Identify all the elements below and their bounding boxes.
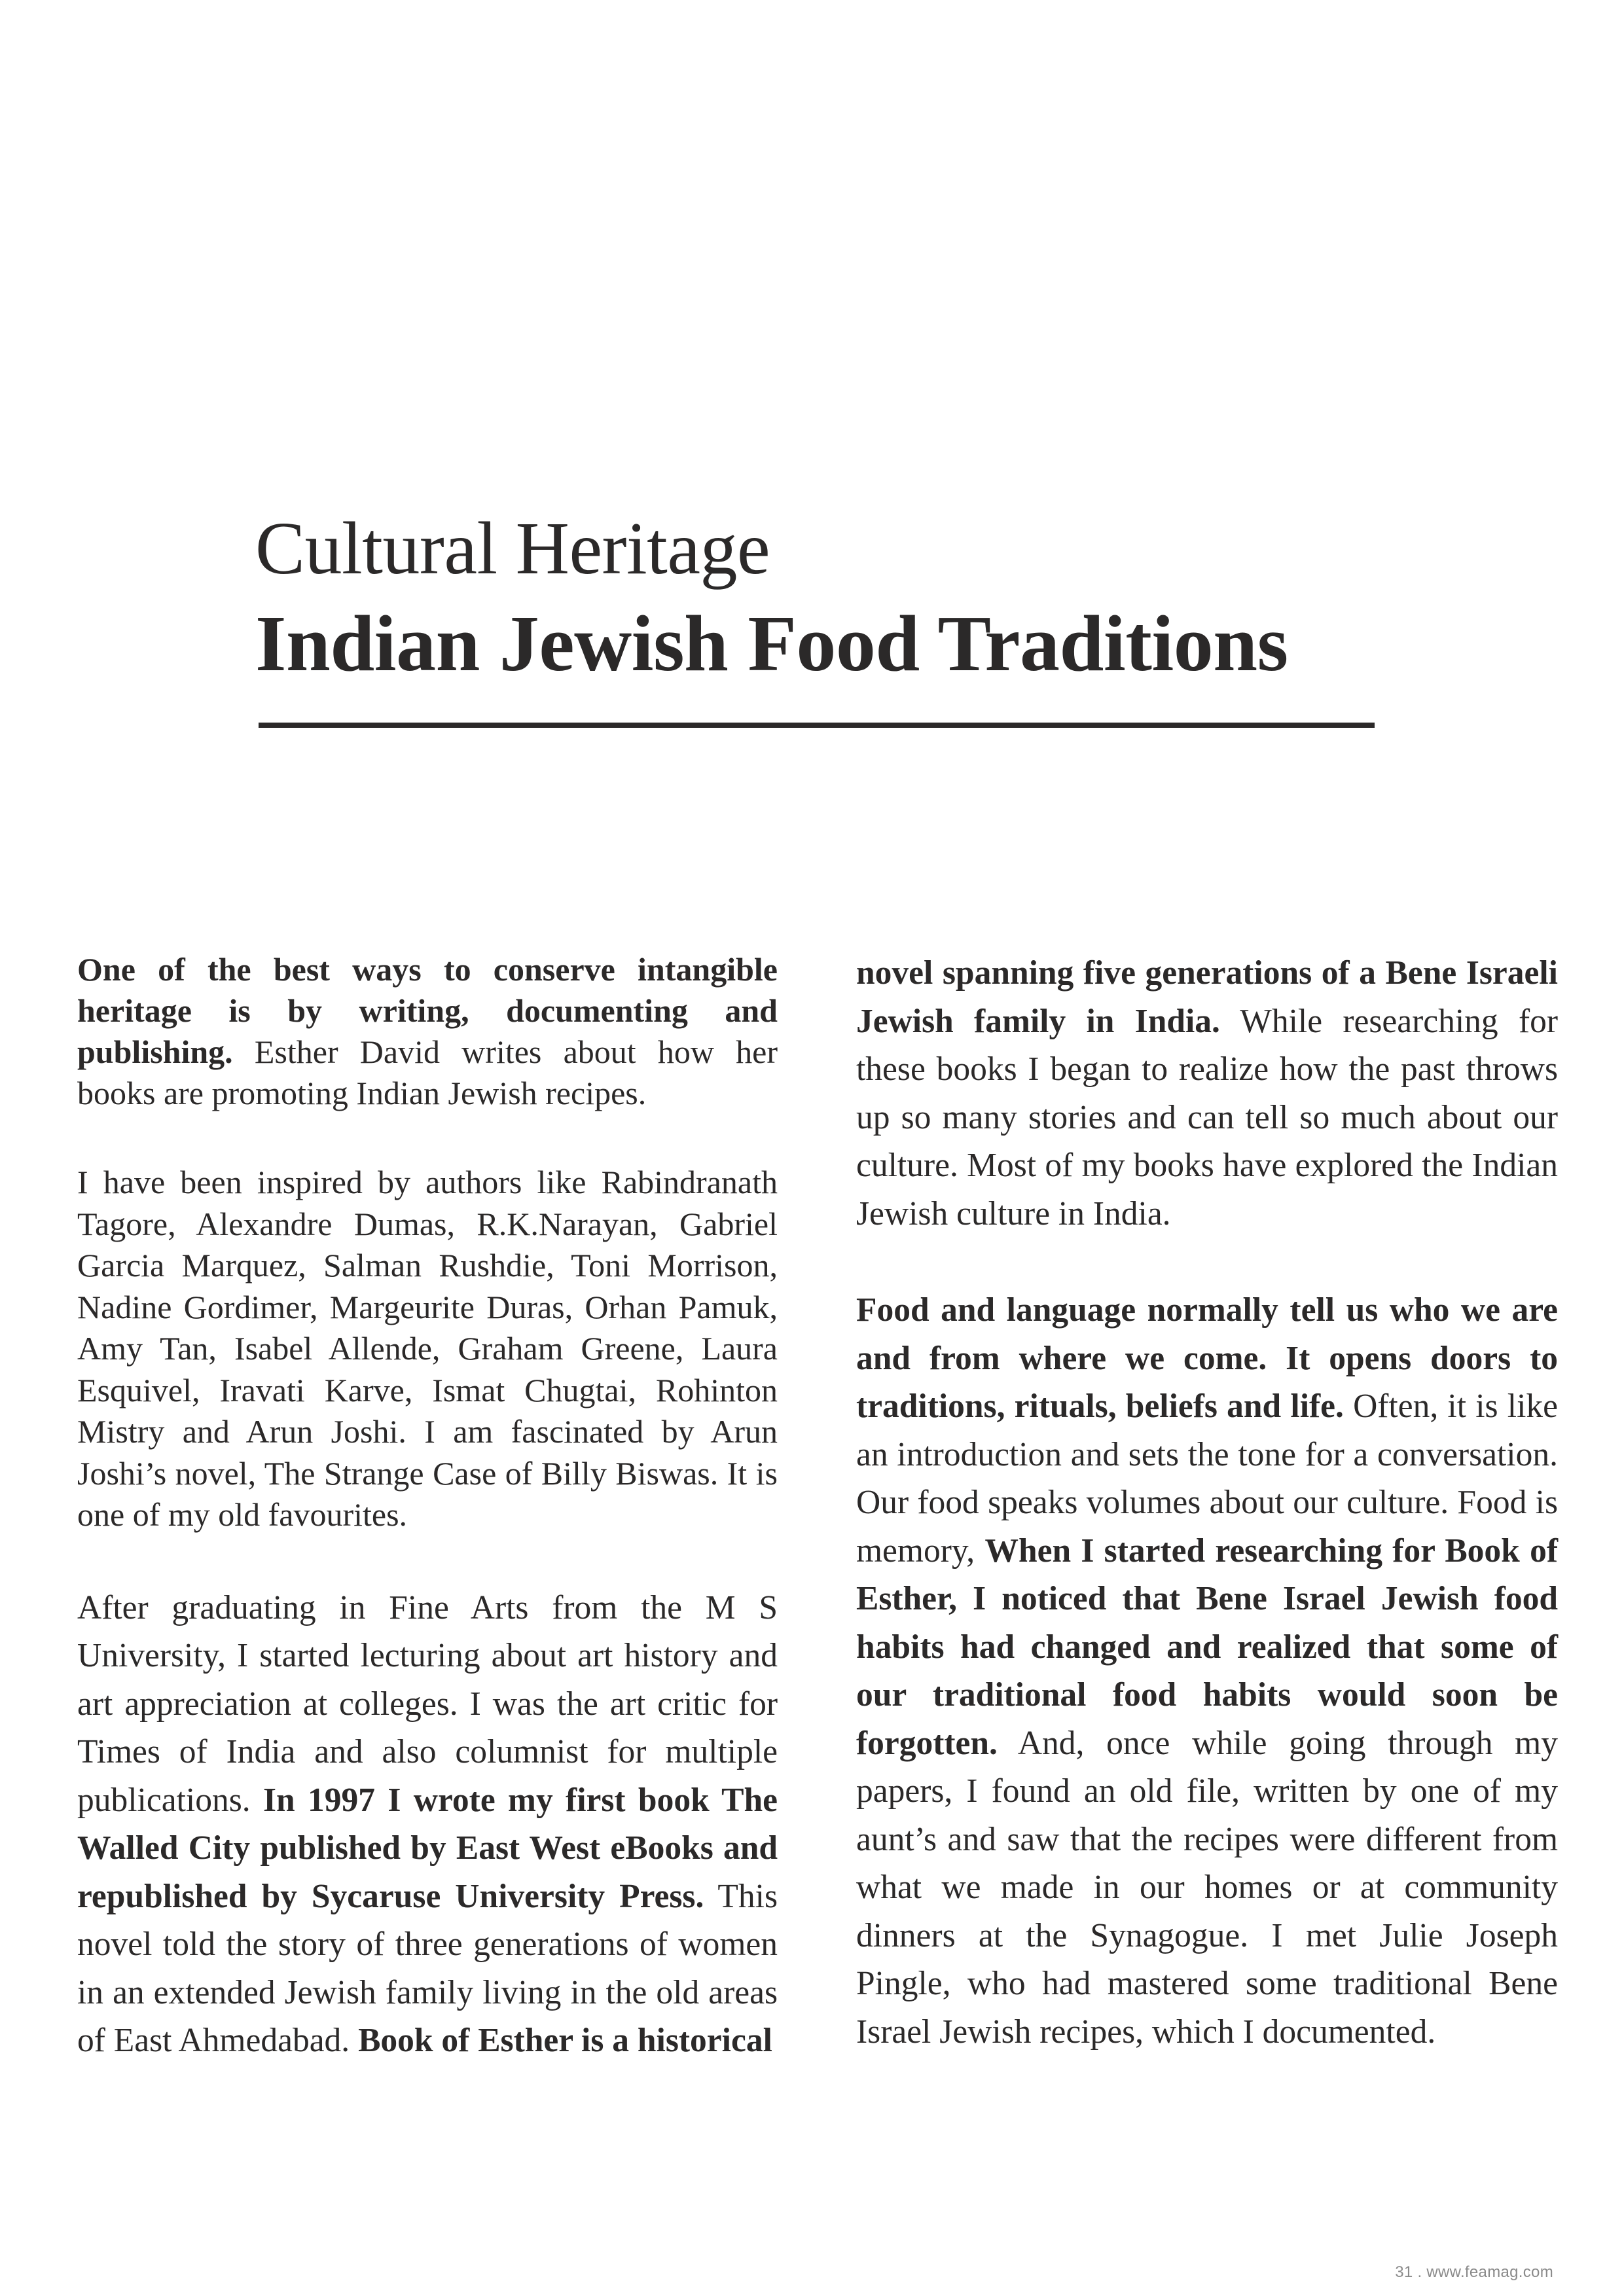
section-kicker: Cultural Heritage (255, 507, 770, 590)
title-underline (259, 723, 1375, 728)
intro-paragraph (77, 949, 778, 1114)
article-header (255, 504, 1375, 692)
food-text-b: And, once while going through my papers, I found an old file, written by one of my aunt’s and saw that the recipes were different from what we made in our homes or at community dinners at the Synagogue. I met Julie Joseph Pingle, who had mastered some traditional Bene Israel Jewish recipes, which I documented. (856, 1724, 1558, 2051)
career-bold-a: In 1997 I wrote my first book The Walled City published by East West eBooks and republished by Sycaruse University Press. (77, 1781, 778, 1915)
authors-paragraph (77, 1162, 778, 1536)
career-text-b: This novel told the story of three generations of women in an extended Jewish family living in the old areas of East Ahmedabad. (77, 1877, 778, 2059)
novel-paragraph (856, 949, 1558, 1238)
food-text-a: Often, it is like an introduction and sets the tone for a conversation. Our food speaks volumes about our culture. Food is memory, (856, 1388, 1558, 1570)
food-bold-a: Food and language normally tell us who we are and from where we come. It opens doors to traditions, rituals, beliefs and life. (856, 1291, 1558, 1425)
food-bold-b: When I started researching for Book of Esther, I noticed that Bene Israel Jewish food habits had changed and realized that some of our traditional food habits would soon be forgotten. (856, 1532, 1559, 1762)
authors-text: I have been inspired by authors like Rabindranath Tagore, Alexandre Dumas, R.K.Narayan, Gabriel Garcia Marquez, Salman Rushdie, Toni Morrison, Nadine Gordimer, Margeurite Duras, Orhan Pamuk, Amy Tan, Isabel Allende, Graham Greene, Laura Esquivel, Iravati Karve, Ismat Chugtai, Rohinton Mistry and Arun Joshi. I am fascinated by Arun Joshi’s novel, The Strange Case of Billy Biswas. It is one of my old favourites. (77, 1164, 778, 1533)
article-title: Indian Jewish Food Traditions (255, 599, 1288, 688)
career-paragraph (77, 1584, 778, 2065)
novel-text: While researching for these books I began to realize how the past throws up so many stories and can tell so much about our culture. Most of my books have explored the Indian Jewish culture in India. (856, 1002, 1558, 1232)
career-text-a: After graduating in Fine Arts from the M S University, I started lecturing about art history and art appreciation at colleges. I was the art critic for Times of India and also columnist for multiple publications. (77, 1588, 778, 1819)
right-column (856, 949, 1558, 2104)
novel-bold: novel spanning five generations of a Bene Israeli Jewish family in India. (856, 954, 1558, 1040)
page-footer: 31 . www.feamag.com (1395, 2263, 1553, 2281)
intro-text: Esther David writes about how her books are promoting Indian Jewish recipes. (77, 1033, 778, 1111)
career-bold-b: Book of Esther is a historical (358, 2022, 772, 2059)
food-paragraph (856, 1286, 1558, 2056)
left-column (77, 949, 778, 2113)
intro-lead: One of the best ways to conserve intangible heritage is by writing, documenting and publishing. (77, 951, 778, 1070)
